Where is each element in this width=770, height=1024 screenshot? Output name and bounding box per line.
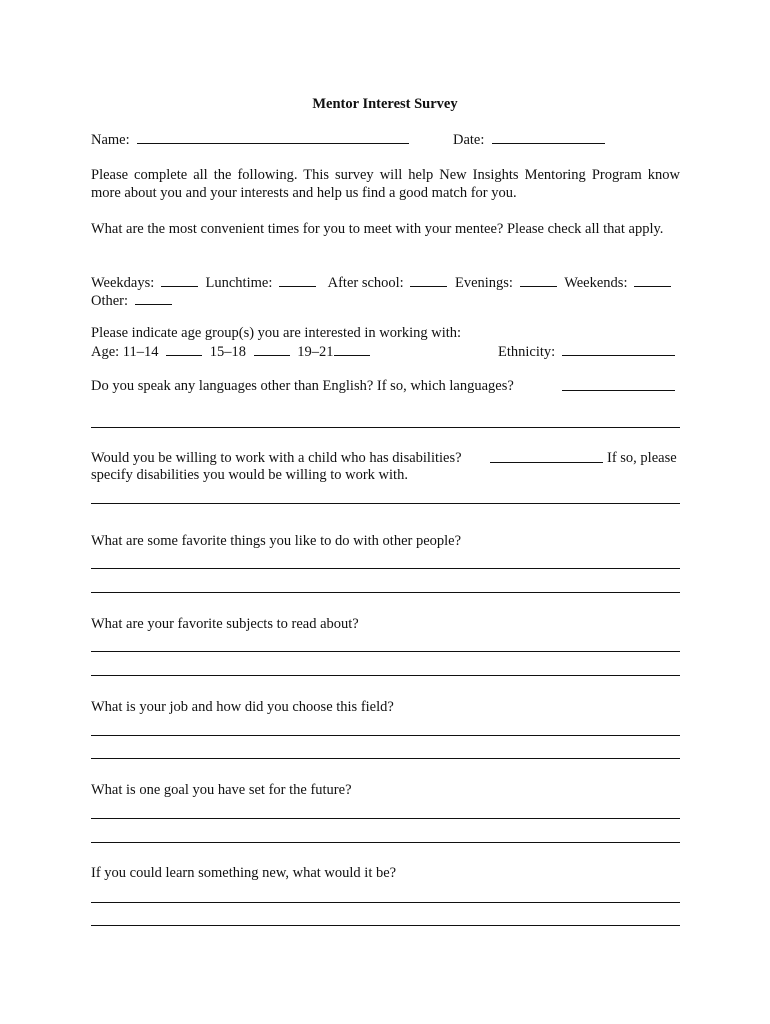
age-row [91,342,370,361]
ethnicity-row [498,342,675,361]
job-line-2[interactable] [91,758,680,759]
favorite-things-line-2[interactable] [91,592,680,593]
times-options-row [91,273,671,292]
favorite-things-line-1[interactable] [91,568,680,569]
disabilities-if-so: If so, please [607,450,677,466]
languages-field[interactable] [562,377,675,391]
times-question: What are the most convenient times for you to meet with your mentee? Please check all that apply. [91,221,664,237]
name-label: Name: [91,132,130,148]
disabilities-answer-line[interactable] [91,503,680,504]
favorite-subjects-line-2[interactable] [91,675,680,676]
after-school-field[interactable] [410,273,447,287]
favorite-subjects-question: What are your favorite subjects to read about? [91,616,359,632]
other-row [91,291,172,310]
age-19-21-field[interactable] [334,342,370,356]
date-label: Date: [453,132,485,148]
disabilities-field[interactable] [490,449,603,463]
weekdays-label: Weekdays: [91,275,155,291]
goal-line-2[interactable] [91,842,680,843]
age-15-18-field[interactable] [254,342,290,356]
page-title: Mentor Interest Survey [312,96,458,112]
weekdays-field[interactable] [161,273,198,287]
ethnicity-field[interactable] [562,342,675,356]
after-school-label: After school: [327,275,404,291]
learn-line-2[interactable] [91,925,680,926]
learn-line-1[interactable] [91,902,680,903]
disabilities-specify: specify disabilities you would be willing to work with. [91,467,408,483]
languages-short-row [562,377,675,396]
disabilities-blank-row [490,449,603,468]
job-line-1[interactable] [91,735,680,736]
job-question: What is your job and how did you choose this field? [91,699,394,715]
age-11-14-field[interactable] [166,342,202,356]
goal-line-1[interactable] [91,818,680,819]
goal-question: What is one goal you have set for the future? [91,782,352,798]
learn-question: If you could learn something new, what would it be? [91,865,397,881]
age-15-18-label: 15–18 [209,344,247,360]
evenings-field[interactable] [520,273,557,287]
lunchtime-label: Lunchtime: [205,275,273,291]
lunchtime-field[interactable] [279,273,316,287]
favorite-things-question: What are some favorite things you like to do with other people? [91,533,462,549]
disabilities-question: Would you be willing to work with a child who has disabilities? [91,450,462,466]
age-11-14-label: Age: 11–14 [91,344,159,360]
weekends-label: Weekends: [564,275,628,291]
languages-answer-line[interactable] [91,427,680,428]
ethnicity-label: Ethnicity: [498,344,556,360]
intro-paragraph: Please complete all the following. This survey will help New Insights Mentoring Program know more about you and your interests and help us find a good match for you. [91,167,680,201]
date-row [453,130,605,149]
weekends-field[interactable] [634,273,671,287]
name-field[interactable] [137,130,409,144]
evenings-label: Evenings: [454,275,513,291]
age-prompt: Please indicate age group(s) you are interested in working with: [91,325,462,341]
age-19-21-label: 19–21 [297,344,334,360]
name-row [91,130,409,149]
date-field[interactable] [492,130,605,144]
other-label: Other: [91,293,129,309]
favorite-subjects-line-1[interactable] [91,651,680,652]
languages-question: Do you speak any languages other than English? If so, which languages? [91,378,514,394]
other-field[interactable] [135,291,172,305]
